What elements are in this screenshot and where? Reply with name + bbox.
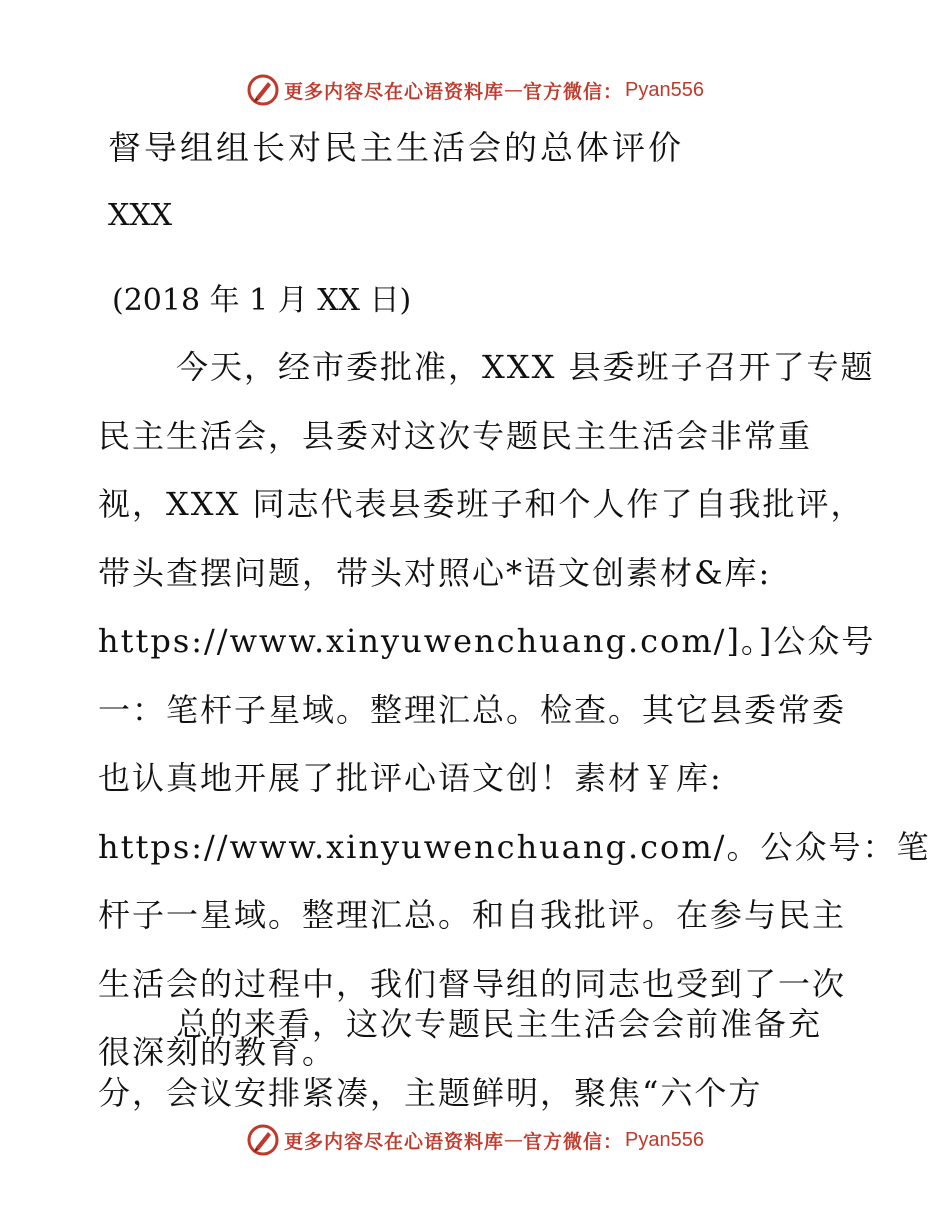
paragraph-line: 很深刻的教育。 [98,1033,337,1071]
banner-text: 更多内容尽在心语资料库 [284,80,505,103]
paragraph-line: 生活会的过程中，我们督导组的同志也受到了一次 [98,964,847,1003]
banner-text: 更多内容尽在心语资料库 [284,1130,505,1153]
paragraph-line: 带头查摆问题，带头对照心*语文创素材&库: [98,553,772,592]
paragraph-1 [98,333,931,1087]
pen-logo-icon [246,73,280,107]
header-banner [0,70,950,110]
banner-wechat-label: 官方微信： [523,80,624,103]
paragraph-2 [98,990,858,1127]
paragraph-line: 总的来看，这次专题民主生活会会前准备充 [176,1005,823,1043]
document-author: XXX [108,198,173,233]
paragraph-line: 也认真地开展了批评心语文创！素材￥库: [98,759,723,797]
banner-wechat-id: Pyan556 [625,78,704,101]
document-date: (2018 年 1 月 XX 日) [112,283,412,318]
paragraph-line: 分，会议安排紧凑，主题鲜明，聚焦“六个方 [98,1073,763,1112]
pen-logo-icon [246,1123,280,1157]
banner-wechat-label: 官方微信： [523,1130,624,1153]
paragraph-line: 民主生活会，县委对这次专题民主生活会非常重 [98,416,813,455]
paragraph-line: 杆子一星域。整理汇总。和自我批评。在参与民主 [98,896,847,934]
footer-banner [0,1120,950,1160]
paragraph-line: https://www.xinyuwenchuang.com/。公众号：笔 [98,827,931,866]
paragraph-line: https://www.xinyuwenchuang.com/]。]公众号 [98,622,876,660]
banner-separator: — [504,1129,524,1151]
banner-separator: — [504,79,524,101]
document-title: 督导组组长对民主生活会的总体评价 [108,128,684,167]
paragraph-line: 今天，经市委批准，XXX 县委班子召开了专题 [176,348,875,386]
paragraph-line: 一：笔杆子星域。整理汇总。检查。其它县委常委 [98,690,847,729]
paragraph-line: 视，XXX 同志代表县委班子和个人作了自我批评， [98,485,865,523]
banner-wechat-id: Pyan556 [625,1128,704,1151]
